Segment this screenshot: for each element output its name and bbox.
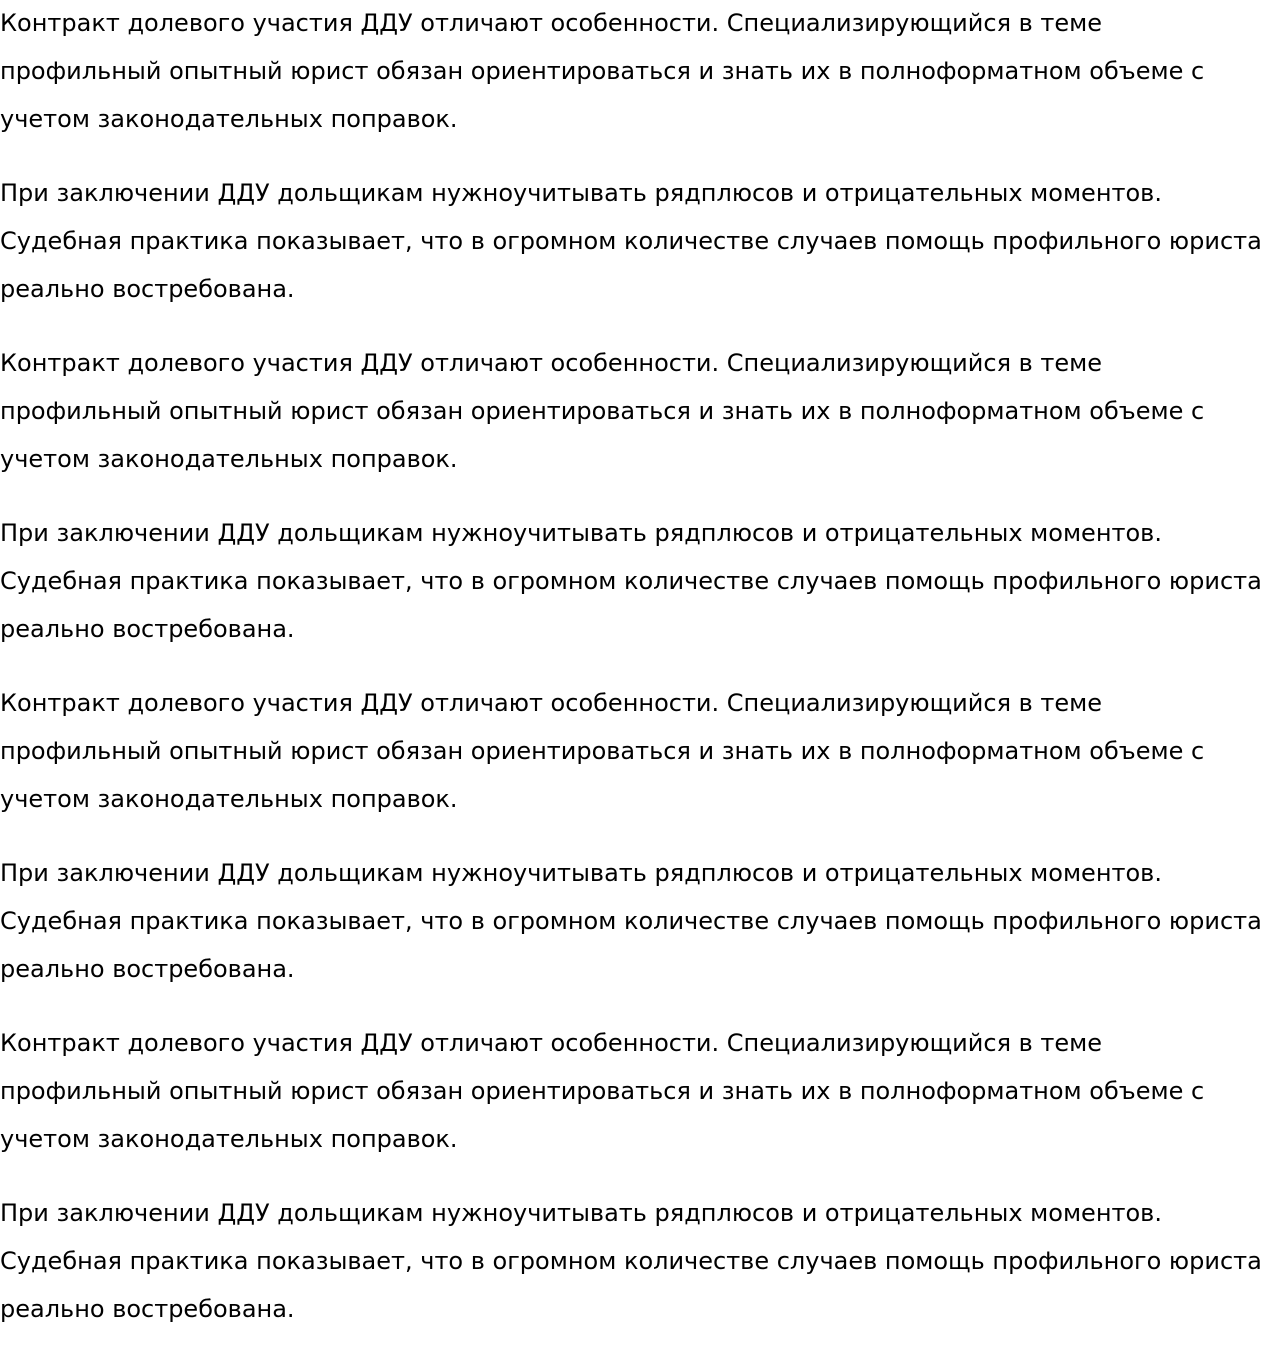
paragraph-contract-features: Контракт долевого участия ДДУ отличают особенности. Специализирующийся в теме профильный опытный юрист обязан ориентироваться и знать их в полноформатном объеме с учетом законодательных поправок. [0,9,1205,133]
paragraph-contract-features: Контракт долевого участия ДДУ отличают особенности. Специализирующийся в теме профильный опытный юрист обязан ориентироваться и знать их в полноформатном объеме с учетом законодательных поправок. [0,689,1205,813]
paragraph-ddu-considerations: При заключении ДДУ дольщикам нужноучитывать рядплюсов и отрицательных моментов. Судебная практика показывает, что в огромном количестве случаев помощь профильного юриста реально востребована. [0,1199,1262,1323]
paragraph-contract-features: Контракт долевого участия ДДУ отличают особенности. Специализирующийся в теме профильный опытный юрист обязан ориентироваться и знать их в полноформатном объеме с учетом законодательных поправок. [0,1029,1205,1153]
paragraph-contract-features: Контракт долевого участия ДДУ отличают особенности. Специализирующийся в теме профильный опытный юрист обязан ориентироваться и знать их в полноформатном объеме с учетом законодательных поправок. [0,349,1205,473]
paragraph-ddu-considerations: При заключении ДДУ дольщикам нужноучитывать рядплюсов и отрицательных моментов. Судебная практика показывает, что в огромном количестве случаев помощь профильного юриста реально востребована. [0,859,1262,983]
paragraph-ddu-considerations: При заключении ДДУ дольщикам нужноучитывать рядплюсов и отрицательных моментов. Судебная практика показывает, что в огромном количестве случаев помощь профильного юриста реально востребована. [0,179,1262,303]
paragraph-ddu-considerations: При заключении ДДУ дольщикам нужноучитывать рядплюсов и отрицательных моментов. Судебная практика показывает, что в огромном количестве случаев помощь профильного юриста реально востребована. [0,519,1262,643]
